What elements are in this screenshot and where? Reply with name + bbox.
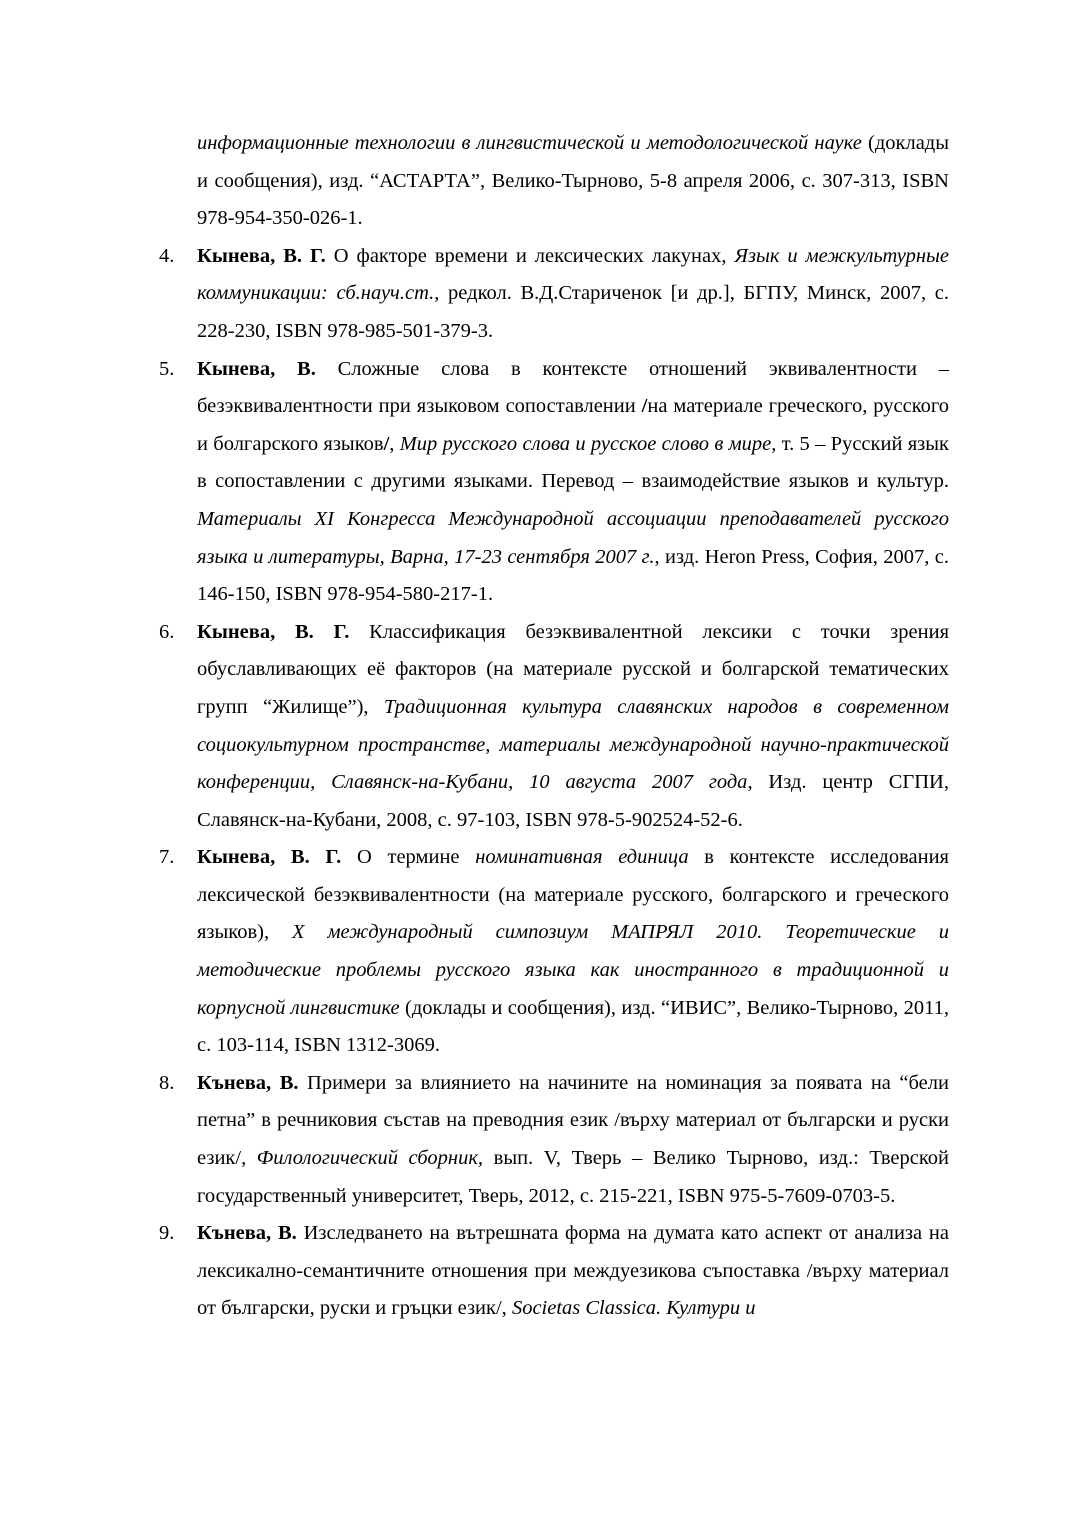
entry-author: Кынева, В. Г. [197,846,342,869]
bibliography-list [159,125,950,1328]
entry-italic-term: номинативная единица [475,846,689,869]
entry-italic-title: Традиционная культура славянских народов в современном социокультурном пространстве, материалы международной научно-практической конференции, Славянск-на-Кубани, 10 августа 2007 года [197,695,949,794]
entry-6 [159,614,949,840]
entry-author: Кънева, В. [197,1222,297,1245]
entry-number: 8. [159,1071,175,1094]
entry-3-continuation [197,125,949,238]
entry-italic-title: Язык и межкультурные коммуникации: сб.науч.ст. [197,244,949,305]
entry-author: Кънева, В. [197,1071,299,1094]
entry-italic-title: Материалы XI Конгресса Международной ассоциации преподавателей русского языка и литературы, Варна, 17-23 сентября 2007 г. [197,507,949,568]
entry-8 [159,1065,950,1215]
entry-text: Изследването на вътрешната форма на думата като аспект от анализа на лексикално-семантичните отношения при междуезикова съпоставка /върху материал от български, руски и гръцки език/, [197,1222,949,1320]
entry-text: О факторе времени и лексических лакунах, [325,244,735,267]
entry-italic-title: Societas Classica. Култури и [511,1297,756,1320]
entry-text: вып. V, Тверь – Велико Тырново, изд.: Тверской государственный университет, Тверь, 2012, с. 215-221, ISBN 975-5-7609-0703-5. [197,1147,950,1207]
entry-text: , Изд. центр СГПИ, Славянск-на-Кубани, 2008, с. 97-103, ISBN 978-5-902524-52-6. [197,771,949,831]
entry-italic-title: Филологический сборник, [256,1147,484,1170]
entry-number: 6. [159,620,175,643]
entry-author: Кынева, В. Г. [197,620,350,643]
entry-slash: / [383,432,390,455]
entry-text: в контексте исследования лексической безэквивалентности (на материале русского, болгарского и греческого языков), [197,846,949,944]
entry-slash: / [641,395,648,418]
entry-author: Кынева, В. Г. [197,244,326,267]
entry-text: Примери за влиянието на начините на номинация за появата на “бели петна” в речниковия състав на преводния език /върху материал от български и руски език/, [197,1071,949,1170]
entry-5 [159,351,950,614]
entry-3-rest: (доклады и сообщения), изд. “АСТАРТА”, Велико-Тырново, 5-8 апреля 2006, с. 307-313, ISBN 978-954-350-026-1. [197,132,949,230]
entry-text: Сложные слова в контексте отношений эквивалентности – безэквивалентности при языковом сопоставлении [197,357,949,418]
entry-number: 4. [159,244,175,267]
entry-text: , изд. Heron Press, София, 2007, с. 146-150, ISBN 978-954-580-217-1. [197,545,949,606]
entry-text: О термине [341,846,476,869]
entry-italic-title: Мир русского слова и русское слово в мире, [399,432,777,455]
entry-author: Кынева, В. [197,357,316,380]
entry-number: 5. [159,357,175,380]
entry-number: 9. [159,1222,175,1245]
entry-text: (доклады и сообщения), изд. “ИВИС”, Велико-Тырново, 2011, с. 103-114, ISBN 1312-3069. [197,996,949,1057]
entry-text: , редкол. В.Д.Стариченок [и др.], БГПУ, Минск, 2007, с. 228-230, ISBN 978-985-501-379-3. [197,282,949,342]
entry-7 [159,839,949,1065]
entry-number: 7. [159,846,175,869]
entry-text: т. 5 – Русский язык в сопоставлении с другими языками. Перевод – взаимодействие языков и культур. [197,432,949,493]
entry-italic-title: X международный симпозиум МАПРЯЛ 2010. Теоретические и методические проблемы русского языка как иностранного в традиционной и корпусной лингвистике [197,921,949,1019]
entry-text: на материале греческого, русского и болгарского языков [197,395,950,455]
entry-4 [159,238,949,351]
entry-text: Классификация безэквивалентной лексики с точки зрения обуславливающих её факторов (на материале русской и болгарской тематических групп “Жилище”), [197,620,949,718]
entry-9 [159,1215,949,1328]
entry-text: , [389,432,400,455]
entry-3-italic-title: информационные технологии в лингвистической и методологической науке [197,132,862,154]
